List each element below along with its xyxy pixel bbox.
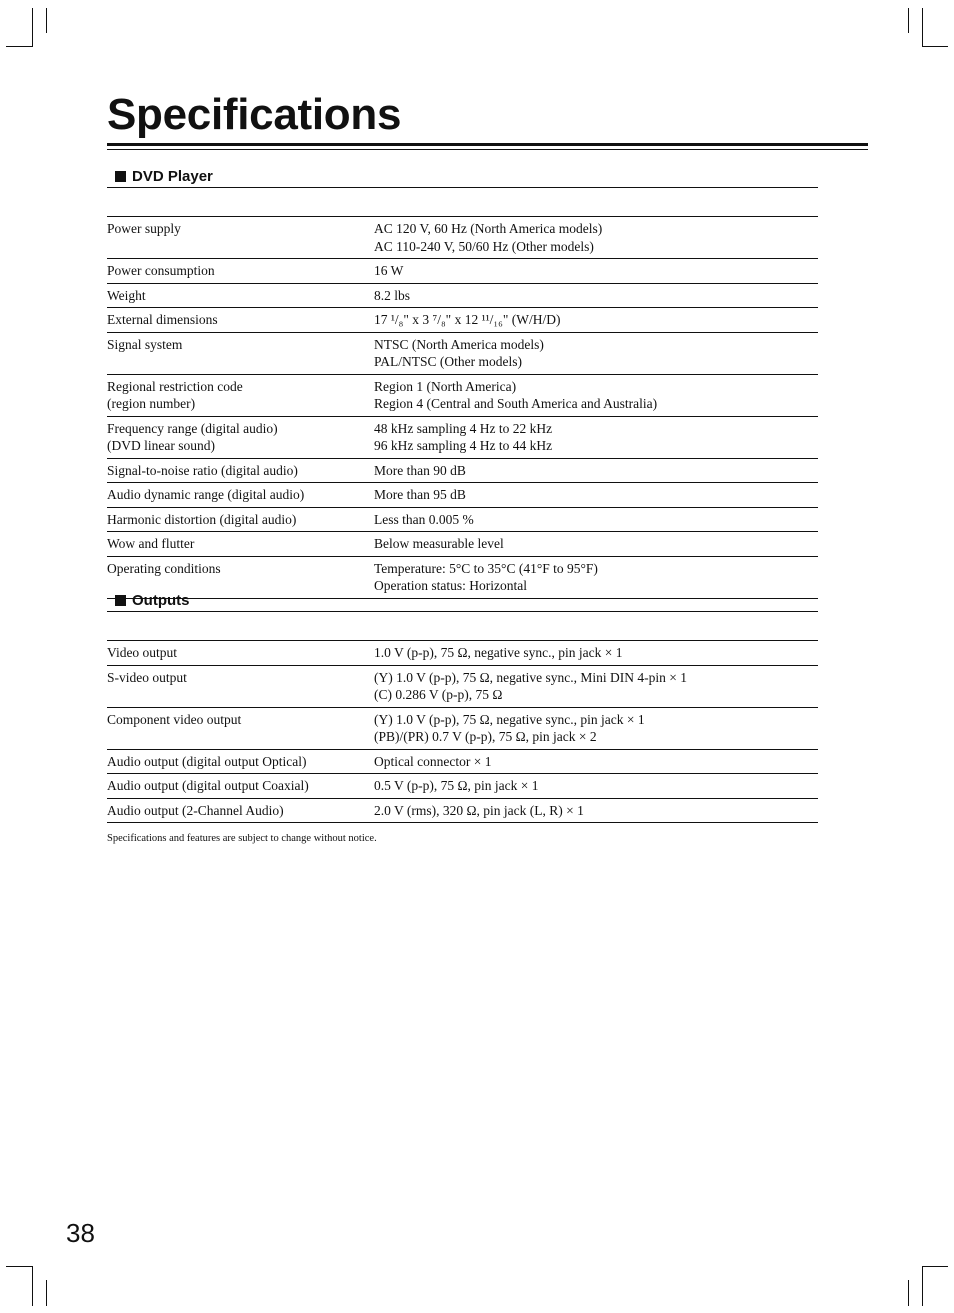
- spec-value-line: (PB)/(PR) 0.7 V (p-p), 75 Ω, pin jack × 2: [374, 729, 597, 744]
- section-title: Outputs: [132, 591, 190, 609]
- spec-label: [107, 308, 374, 333]
- spec-value-line: 16 W: [374, 263, 404, 278]
- spec-label-line: (region number): [107, 396, 196, 411]
- spec-value: [374, 416, 818, 458]
- spec-label: [107, 532, 374, 557]
- spec-value: [374, 217, 818, 259]
- crop-mark: [32, 8, 33, 46]
- spec-label: [107, 749, 374, 774]
- table-row: [107, 374, 818, 416]
- spec-label-line: Audio output (2-Channel Audio): [107, 802, 284, 818]
- spec-value-line: (Y) 1.0 V (p-p), 75 Ω, negative sync., pin jack × 1: [374, 711, 645, 727]
- crop-mark: [908, 8, 909, 33]
- spec-label: [107, 507, 374, 532]
- spec-value: [374, 374, 818, 416]
- spec-label: [107, 416, 374, 458]
- spec-label: [107, 374, 374, 416]
- spec-label: [107, 641, 374, 666]
- dvd-player-section: [107, 165, 818, 599]
- outputs-section: [107, 589, 818, 823]
- title-rule: [107, 143, 868, 146]
- spec-label-line: Regional restriction code: [107, 378, 243, 394]
- table-row: [107, 749, 818, 774]
- spec-label: [107, 665, 374, 707]
- spec-label-line: Wow and flutter: [107, 536, 195, 551]
- table-row: [107, 308, 818, 333]
- spec-label-line: Operating conditions: [107, 560, 221, 576]
- crop-mark: [922, 46, 948, 47]
- spec-table-body: [107, 641, 818, 823]
- table-row: [107, 641, 818, 666]
- table-row: [107, 217, 818, 259]
- spec-value: [374, 308, 818, 333]
- spec-label: [107, 259, 374, 284]
- spec-value: [374, 641, 818, 666]
- section-heading: [107, 165, 818, 188]
- spec-value: [374, 458, 818, 483]
- spec-label-line: Weight: [107, 287, 146, 303]
- spec-label: [107, 483, 374, 508]
- spec-value-line: Operation status: Horizontal: [374, 578, 527, 593]
- crop-mark: [6, 1266, 33, 1267]
- spec-label-line: S-video output: [107, 669, 187, 685]
- spec-value-line: Region 4 (Central and South America and Australia): [374, 396, 658, 411]
- spec-label-line: Signal system: [107, 336, 183, 352]
- spec-value-line: More than 95 dB: [374, 487, 466, 502]
- spec-label-line: Signal-to-noise ratio (digital audio): [107, 462, 298, 478]
- spec-value-line: 17 ¹/₈" x 3 ⁷/₈" x 12 ¹¹/₁₆" (W/H/D): [374, 312, 561, 327]
- spec-value-line: 8.2 lbs: [374, 287, 411, 303]
- spec-label: [107, 798, 374, 823]
- title-rule-thin: [107, 149, 868, 150]
- spec-value-line: AC 110-240 V, 50/60 Hz (Other models): [374, 238, 594, 254]
- spec-value-line: 0.5 V (p-p), 75 Ω, pin jack × 1: [374, 778, 539, 793]
- footnote: Specifications and features are subject to change without notice.: [107, 833, 377, 844]
- table-row: [107, 532, 818, 557]
- spec-value: [374, 707, 818, 749]
- spec-label-line: External dimensions: [107, 312, 218, 327]
- square-bullet-icon: [115, 171, 126, 182]
- spec-value: [374, 332, 818, 374]
- spec-value-line: Region 1 (North America): [374, 378, 517, 394]
- spec-value-line: NTSC (North America models): [374, 336, 544, 352]
- spec-value-line: Optical connector × 1: [374, 753, 492, 769]
- spec-label-line: Video output: [107, 645, 178, 660]
- spec-value: [374, 283, 818, 308]
- spec-label: [107, 332, 374, 374]
- spec-label-line: (DVD linear sound): [107, 438, 215, 453]
- spec-value-line: (Y) 1.0 V (p-p), 75 Ω, negative sync., Mini DIN 4-pin × 1: [374, 669, 687, 685]
- spec-label: [107, 458, 374, 483]
- spec-value: [374, 749, 818, 774]
- spec-value-line: 2.0 V (rms), 320 Ω, pin jack (L, R) × 1: [374, 802, 584, 818]
- spec-label-line: Power supply: [107, 221, 181, 236]
- crop-mark: [922, 1266, 948, 1267]
- spec-value: [374, 798, 818, 823]
- table-row: [107, 332, 818, 374]
- spec-label: [107, 217, 374, 259]
- page-number: 38: [66, 1218, 95, 1248]
- outputs-spec-table: [107, 640, 818, 823]
- spec-label-line: Power consumption: [107, 263, 215, 278]
- spec-label: [107, 283, 374, 308]
- spec-value-line: Temperature: 5°C to 35°C (41°F to 95°F): [374, 560, 598, 576]
- crop-mark: [6, 46, 33, 47]
- table-row: [107, 283, 818, 308]
- spec-label-line: Audio output (digital output Coaxial): [107, 778, 309, 793]
- spec-label-line: Audio dynamic range (digital audio): [107, 487, 305, 502]
- crop-mark: [922, 1266, 923, 1306]
- table-row: [107, 507, 818, 532]
- dvd-player-spec-table: [107, 216, 818, 599]
- table-row: [107, 665, 818, 707]
- page-title: Specifications: [107, 90, 402, 139]
- spec-value-line: PAL/NTSC (Other models): [374, 354, 522, 369]
- spec-value-line: (C) 0.286 V (p-p), 75 Ω: [374, 687, 503, 702]
- spec-value: [374, 507, 818, 532]
- crop-mark: [922, 8, 923, 46]
- spec-value: [374, 259, 818, 284]
- section-heading: [107, 589, 818, 612]
- spec-value-line: More than 90 dB: [374, 462, 466, 478]
- spec-value-line: 96 kHz sampling 4 Hz to 44 kHz: [374, 438, 553, 453]
- spec-value-line: AC 120 V, 60 Hz (North America models): [374, 221, 603, 236]
- spec-label-line: Harmonic distortion (digital audio): [107, 511, 297, 527]
- table-row: [107, 774, 818, 799]
- spec-value: [374, 665, 818, 707]
- spec-value: [374, 483, 818, 508]
- table-row: [107, 483, 818, 508]
- spec-label: [107, 707, 374, 749]
- section-title: DVD Player: [132, 167, 213, 185]
- spec-value: [374, 774, 818, 799]
- crop-mark: [908, 1280, 909, 1306]
- spec-label-line: Frequency range (digital audio): [107, 420, 278, 436]
- table-row: [107, 259, 818, 284]
- spec-table-body: [107, 217, 818, 599]
- spec-value-line: 1.0 V (p-p), 75 Ω, negative sync., pin jack × 1: [374, 645, 623, 660]
- crop-mark: [32, 1266, 33, 1306]
- spec-value-line: Less than 0.005 %: [374, 511, 474, 527]
- table-row: [107, 458, 818, 483]
- crop-mark: [46, 8, 47, 33]
- table-row: [107, 416, 818, 458]
- spec-value: [374, 532, 818, 557]
- square-bullet-icon: [115, 595, 126, 606]
- spec-label: [107, 774, 374, 799]
- spec-label-line: Audio output (digital output Optical): [107, 753, 307, 769]
- table-row: [107, 798, 818, 823]
- spec-value-line: Below measurable level: [374, 536, 504, 551]
- spec-label-line: Component video output: [107, 711, 242, 727]
- crop-mark: [46, 1280, 47, 1306]
- spec-value-line: 48 kHz sampling 4 Hz to 22 kHz: [374, 420, 553, 436]
- table-row: [107, 707, 818, 749]
